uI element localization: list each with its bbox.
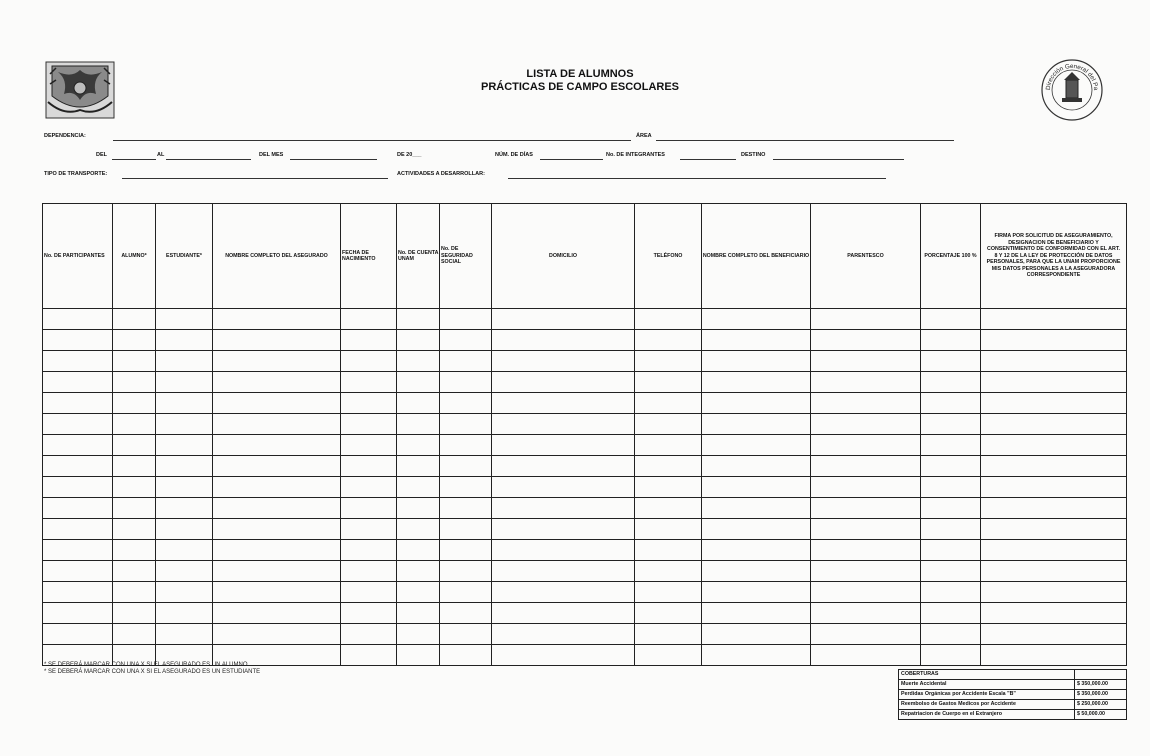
col-alumno: ALUMNO* [113, 204, 156, 309]
table-cell[interactable] [341, 330, 397, 351]
table-cell[interactable] [702, 414, 811, 435]
coverage-row [899, 690, 1127, 700]
title-line-2: PRÁCTICAS DE CAMPO ESCOLARES [480, 81, 680, 93]
del-mes-input[interactable] [290, 159, 377, 160]
table-cell[interactable] [440, 498, 492, 519]
col-estudiante: ESTUDIANTE* [156, 204, 213, 309]
footnote-alumno: * SE DEBERÁ MARCAR CON UNA X SI EL ASEGURADO ES UN ALUMNO [44, 662, 248, 668]
table-cell[interactable] [811, 561, 921, 582]
table-cell[interactable] [492, 582, 635, 603]
coverage-value: $ 250,000.00 [1075, 700, 1127, 710]
table-cell[interactable] [811, 351, 921, 372]
table-cell[interactable] [397, 603, 440, 624]
table-cell[interactable] [113, 603, 156, 624]
coverage-label: Muerte Accidental [899, 680, 1075, 690]
table-cell[interactable] [156, 624, 213, 645]
coverage-row [899, 710, 1127, 720]
table-cell[interactable] [635, 498, 702, 519]
table-cell[interactable] [635, 456, 702, 477]
table-cell[interactable] [811, 435, 921, 456]
table-cell[interactable] [440, 561, 492, 582]
seal-text: Dirección General del Pa [1044, 62, 1100, 91]
table-cell[interactable] [440, 624, 492, 645]
table-cell[interactable] [113, 498, 156, 519]
table-cell[interactable] [113, 414, 156, 435]
table-cell[interactable] [43, 540, 113, 561]
table-cell[interactable] [213, 519, 341, 540]
table-cell[interactable] [492, 603, 635, 624]
table-cell[interactable] [43, 393, 113, 414]
table-cell[interactable] [702, 456, 811, 477]
table-cell[interactable] [492, 519, 635, 540]
table-cell[interactable] [811, 372, 921, 393]
table-row [43, 561, 1127, 582]
table-cell[interactable] [113, 372, 156, 393]
table-cell[interactable] [43, 498, 113, 519]
table-row [43, 435, 1127, 456]
table-cell[interactable] [213, 603, 341, 624]
table-cell[interactable] [811, 603, 921, 624]
participants-table [42, 203, 1127, 666]
col-firma: FIRMA POR SOLICITUD DE ASEGURAMIENTO, DESIGNACION DE BENEFICIARIO Y CONSENTIMIENTO DE CONFORMIDAD CON EL ART. 8 Y 12 DE LA LEY DE PROTECCIÓN DE DATOS PERSONALES, PARA QUE LA UNAM PROPORCIONE MIS DATOS PERSONALES A LA ASEGURADORA CORRESPONDIENTE [981, 204, 1127, 309]
table-cell[interactable] [440, 582, 492, 603]
table-cell[interactable] [921, 645, 981, 666]
coverage-value: $ 350,000.00 [1075, 690, 1127, 700]
table-cell[interactable] [635, 477, 702, 498]
table-cell[interactable] [981, 540, 1127, 561]
table-cell[interactable] [921, 624, 981, 645]
table-cell[interactable] [156, 372, 213, 393]
table-cell[interactable] [213, 372, 341, 393]
table-header-row [43, 204, 1127, 309]
table-cell[interactable] [981, 309, 1127, 330]
coverage-value: $ 350,000.00 [1075, 680, 1127, 690]
table-cell[interactable] [492, 624, 635, 645]
table-cell[interactable] [492, 498, 635, 519]
table-cell[interactable] [811, 414, 921, 435]
table-row [43, 309, 1127, 330]
table-cell[interactable] [341, 309, 397, 330]
coverage-header-row [899, 670, 1127, 680]
table-cell[interactable] [702, 435, 811, 456]
table-cell[interactable] [981, 624, 1127, 645]
table-cell[interactable] [921, 477, 981, 498]
coverage-label: Perdidas Orgánicas por Accidente Escala "B" [899, 690, 1075, 700]
table-row [43, 372, 1127, 393]
table-cell[interactable] [440, 540, 492, 561]
table-cell[interactable] [492, 477, 635, 498]
table-cell[interactable] [341, 498, 397, 519]
table-cell[interactable] [921, 540, 981, 561]
table-cell[interactable] [811, 582, 921, 603]
col-nombre-asegurado: NOMBRE COMPLETO DEL ASEGURADO [213, 204, 341, 309]
table-cell[interactable] [43, 309, 113, 330]
destino-input[interactable] [773, 159, 904, 160]
coverage-row [899, 680, 1127, 690]
table-cell[interactable] [811, 498, 921, 519]
table-row [43, 456, 1127, 477]
area-label: ÁREA [636, 133, 652, 139]
table-cell[interactable] [921, 561, 981, 582]
table-cell[interactable] [440, 309, 492, 330]
table-cell[interactable] [43, 561, 113, 582]
table-cell[interactable] [156, 309, 213, 330]
table-cell[interactable] [702, 645, 811, 666]
col-fecha-nacimiento: FECHA DE NACIMIENTO [341, 204, 397, 309]
table-cell[interactable] [635, 582, 702, 603]
col-domicilio: DOMICILIO [492, 204, 635, 309]
table-cell[interactable] [341, 624, 397, 645]
table-cell[interactable] [397, 498, 440, 519]
num-dias-input[interactable] [540, 159, 603, 160]
coverage-value: $ 50,000.00 [1075, 710, 1127, 720]
table-cell[interactable] [811, 456, 921, 477]
table-cell[interactable] [635, 330, 702, 351]
table-cell[interactable] [981, 435, 1127, 456]
table-cell[interactable] [921, 351, 981, 372]
table-row [43, 498, 1127, 519]
table-cell[interactable] [811, 330, 921, 351]
col-parentesco: PARENTESCO [811, 204, 921, 309]
table-cell[interactable] [635, 624, 702, 645]
table-cell[interactable] [702, 351, 811, 372]
table-row [43, 582, 1127, 603]
table-cell[interactable] [440, 330, 492, 351]
table-cell[interactable] [341, 372, 397, 393]
table-cell[interactable] [213, 414, 341, 435]
destino-label: DESTINO [741, 152, 766, 158]
table-cell[interactable] [440, 477, 492, 498]
table-cell[interactable] [341, 477, 397, 498]
table-cell[interactable] [921, 330, 981, 351]
table-cell[interactable] [811, 477, 921, 498]
num-dias-label: NÚM. DE DÍAS [495, 152, 533, 158]
actividades-input[interactable] [508, 178, 886, 179]
table-cell[interactable] [43, 603, 113, 624]
coverage-header: COBERTURAS [899, 670, 1075, 680]
table-row [43, 540, 1127, 561]
table-cell[interactable] [440, 603, 492, 624]
table-cell[interactable] [492, 393, 635, 414]
table-cell[interactable] [43, 477, 113, 498]
table-row [43, 519, 1127, 540]
table-cell[interactable] [981, 519, 1127, 540]
table-cell[interactable] [43, 624, 113, 645]
table-cell[interactable] [811, 309, 921, 330]
table-cell[interactable] [921, 372, 981, 393]
table-cell[interactable] [156, 519, 213, 540]
table-cell[interactable] [341, 582, 397, 603]
al-input[interactable] [166, 159, 251, 160]
table-cell[interactable] [635, 540, 702, 561]
table-cell[interactable] [981, 561, 1127, 582]
no-integrantes-label: No. DE INTEGRANTES [606, 152, 665, 158]
table-cell[interactable] [492, 372, 635, 393]
table-cell[interactable] [635, 414, 702, 435]
table-cell[interactable] [397, 351, 440, 372]
table-cell[interactable] [43, 414, 113, 435]
table-cell[interactable] [702, 330, 811, 351]
title-line-1: LISTA DE ALUMNOS [526, 68, 634, 80]
table-cell[interactable] [981, 645, 1127, 666]
coverage-table [898, 669, 1127, 720]
table-cell[interactable] [213, 498, 341, 519]
table-cell[interactable] [341, 435, 397, 456]
table-cell[interactable] [492, 351, 635, 372]
table-cell[interactable] [397, 435, 440, 456]
table-cell[interactable] [397, 624, 440, 645]
table-cell[interactable] [113, 561, 156, 582]
table-cell[interactable] [397, 582, 440, 603]
table-cell[interactable] [635, 645, 702, 666]
table-row [43, 624, 1127, 645]
table-cell[interactable] [440, 351, 492, 372]
col-cuenta-unam: No. DE CUENTA UNAM [397, 204, 440, 309]
table-cell[interactable] [440, 435, 492, 456]
table-cell[interactable] [213, 351, 341, 372]
table-cell[interactable] [43, 519, 113, 540]
col-seguridad-social: No. DE SEGURIDAD SOCIAL [440, 204, 492, 309]
table-cell[interactable] [635, 351, 702, 372]
table-cell[interactable] [921, 309, 981, 330]
table-cell[interactable] [981, 393, 1127, 414]
table-cell[interactable] [397, 540, 440, 561]
table-cell[interactable] [341, 603, 397, 624]
table-cell[interactable] [397, 330, 440, 351]
table-cell[interactable] [156, 477, 213, 498]
table-cell[interactable] [156, 435, 213, 456]
table-cell[interactable] [156, 498, 213, 519]
table-cell[interactable] [811, 393, 921, 414]
table-cell[interactable] [702, 393, 811, 414]
table-cell[interactable] [397, 372, 440, 393]
table-cell[interactable] [635, 561, 702, 582]
table-cell[interactable] [397, 456, 440, 477]
table-cell[interactable] [921, 456, 981, 477]
patrimonio-seal-logo [1040, 58, 1104, 122]
no-integrantes-input[interactable] [680, 159, 736, 160]
table-cell[interactable] [981, 603, 1127, 624]
table-cell[interactable] [702, 519, 811, 540]
de-20-label: DE 20___ [397, 152, 422, 158]
table-cell[interactable] [702, 372, 811, 393]
table-cell[interactable] [492, 645, 635, 666]
table-cell[interactable] [921, 435, 981, 456]
table-cell[interactable] [341, 540, 397, 561]
table-cell[interactable] [702, 561, 811, 582]
table-row [43, 414, 1127, 435]
table-cell[interactable] [440, 456, 492, 477]
coverage-label: Repatriacion de Cuerpo en el Extranjero [899, 710, 1075, 720]
table-cell[interactable] [397, 645, 440, 666]
table-cell[interactable] [981, 456, 1127, 477]
table-cell[interactable] [981, 414, 1127, 435]
table-cell[interactable] [397, 414, 440, 435]
table-cell[interactable] [492, 435, 635, 456]
table-cell[interactable] [156, 561, 213, 582]
table-cell[interactable] [492, 330, 635, 351]
table-cell[interactable] [635, 435, 702, 456]
table-cell[interactable] [213, 540, 341, 561]
table-cell[interactable] [213, 582, 341, 603]
table-cell[interactable] [702, 477, 811, 498]
del-mes-label: DEL MES [259, 152, 284, 158]
unam-coat-of-arms-logo [44, 60, 116, 120]
table-cell[interactable] [981, 477, 1127, 498]
table-cell[interactable] [440, 372, 492, 393]
table-cell[interactable] [113, 330, 156, 351]
table-cell[interactable] [492, 414, 635, 435]
table-cell[interactable] [113, 477, 156, 498]
table-cell[interactable] [811, 645, 921, 666]
footnote-estudiante: * SE DEBERÁ MARCAR CON UNA X SI EL ASEGURADO ES UN ESTUDIANTE [44, 669, 261, 675]
table-cell[interactable] [156, 414, 213, 435]
table-cell[interactable] [213, 330, 341, 351]
table-cell[interactable] [156, 330, 213, 351]
table-cell[interactable] [156, 603, 213, 624]
table-row [43, 351, 1127, 372]
table-cell[interactable] [43, 582, 113, 603]
table-cell[interactable] [113, 309, 156, 330]
table-cell[interactable] [440, 519, 492, 540]
col-telefono: TELÉFONO [635, 204, 702, 309]
table-cell[interactable] [213, 435, 341, 456]
table-cell[interactable] [981, 372, 1127, 393]
table-cell[interactable] [113, 540, 156, 561]
table-cell[interactable] [156, 393, 213, 414]
area-input[interactable] [656, 140, 954, 141]
table-cell[interactable] [341, 645, 397, 666]
table-cell[interactable] [341, 393, 397, 414]
table-cell[interactable] [440, 414, 492, 435]
table-body [43, 309, 1127, 666]
table-cell[interactable] [156, 351, 213, 372]
table-cell[interactable] [397, 561, 440, 582]
table-cell[interactable] [702, 582, 811, 603]
table-cell[interactable] [635, 372, 702, 393]
col-nombre-beneficiario: NOMBRE COMPLETO DEL BENEFICIARIO [702, 204, 811, 309]
table-cell[interactable] [635, 603, 702, 624]
coverage-label: Reembolso de Gastos Medicos por Accidente [899, 700, 1075, 710]
table-cell[interactable] [702, 603, 811, 624]
table-cell[interactable] [341, 456, 397, 477]
col-participantes: No. DE PARTICIPANTES [43, 204, 113, 309]
table-cell[interactable] [981, 582, 1127, 603]
table-cell[interactable] [492, 561, 635, 582]
table-cell[interactable] [811, 519, 921, 540]
table-cell[interactable] [113, 519, 156, 540]
table-cell[interactable] [156, 582, 213, 603]
table-cell[interactable] [440, 393, 492, 414]
table-cell[interactable] [156, 456, 213, 477]
table-cell[interactable] [397, 519, 440, 540]
table-cell[interactable] [702, 624, 811, 645]
table-cell[interactable] [921, 414, 981, 435]
table-cell[interactable] [213, 393, 341, 414]
coverage-row [899, 700, 1127, 710]
table-cell[interactable] [156, 540, 213, 561]
table-cell[interactable] [440, 645, 492, 666]
table-cell[interactable] [213, 561, 341, 582]
table-cell[interactable] [341, 351, 397, 372]
dependencia-input[interactable] [113, 140, 631, 141]
table-cell[interactable] [921, 498, 981, 519]
table-cell[interactable] [113, 582, 156, 603]
table-cell[interactable] [702, 309, 811, 330]
table-cell[interactable] [43, 372, 113, 393]
del-label: DEL [96, 152, 107, 158]
table-cell[interactable] [341, 519, 397, 540]
table-cell[interactable] [811, 624, 921, 645]
table-cell[interactable] [702, 540, 811, 561]
table-cell[interactable] [113, 351, 156, 372]
tipo-transporte-label: TIPO DE TRANSPORTE: [44, 171, 108, 177]
table-cell[interactable] [43, 351, 113, 372]
dependencia-label: DEPENDENCIA: [44, 133, 86, 139]
table-row [43, 393, 1127, 414]
table-cell[interactable] [811, 540, 921, 561]
table-cell[interactable] [492, 540, 635, 561]
table-cell[interactable] [635, 519, 702, 540]
table-cell[interactable] [113, 435, 156, 456]
table-cell[interactable] [213, 624, 341, 645]
table-row [43, 603, 1127, 624]
table-cell[interactable] [981, 351, 1127, 372]
al-label: AL [157, 152, 165, 158]
table-cell[interactable] [213, 477, 341, 498]
table-cell[interactable] [397, 393, 440, 414]
table-cell[interactable] [113, 624, 156, 645]
table-cell[interactable] [921, 393, 981, 414]
table-cell[interactable] [492, 456, 635, 477]
tipo-transporte-input[interactable] [122, 178, 388, 179]
table-cell[interactable] [341, 414, 397, 435]
table-cell[interactable] [43, 456, 113, 477]
table-cell[interactable] [981, 498, 1127, 519]
table-cell[interactable] [341, 561, 397, 582]
document-title [400, 68, 760, 94]
table-row [43, 477, 1127, 498]
table-cell[interactable] [635, 309, 702, 330]
table-cell[interactable] [213, 309, 341, 330]
table-cell[interactable] [921, 582, 981, 603]
table-cell[interactable] [702, 498, 811, 519]
table-cell[interactable] [492, 309, 635, 330]
col-porcentaje: PORCENTAJE 100 % [921, 204, 981, 309]
table-cell[interactable] [113, 456, 156, 477]
table-cell[interactable] [43, 330, 113, 351]
table-cell[interactable] [635, 393, 702, 414]
table-cell[interactable] [921, 519, 981, 540]
table-cell[interactable] [397, 477, 440, 498]
del-input[interactable] [112, 159, 156, 160]
table-row [43, 330, 1127, 351]
table-cell[interactable] [981, 330, 1127, 351]
table-cell[interactable] [213, 456, 341, 477]
table-cell[interactable] [113, 393, 156, 414]
actividades-label: ACTIVIDADES A DESARROLLAR: [397, 171, 485, 177]
table-cell[interactable] [921, 603, 981, 624]
table-cell[interactable] [397, 309, 440, 330]
table-cell[interactable] [43, 435, 113, 456]
